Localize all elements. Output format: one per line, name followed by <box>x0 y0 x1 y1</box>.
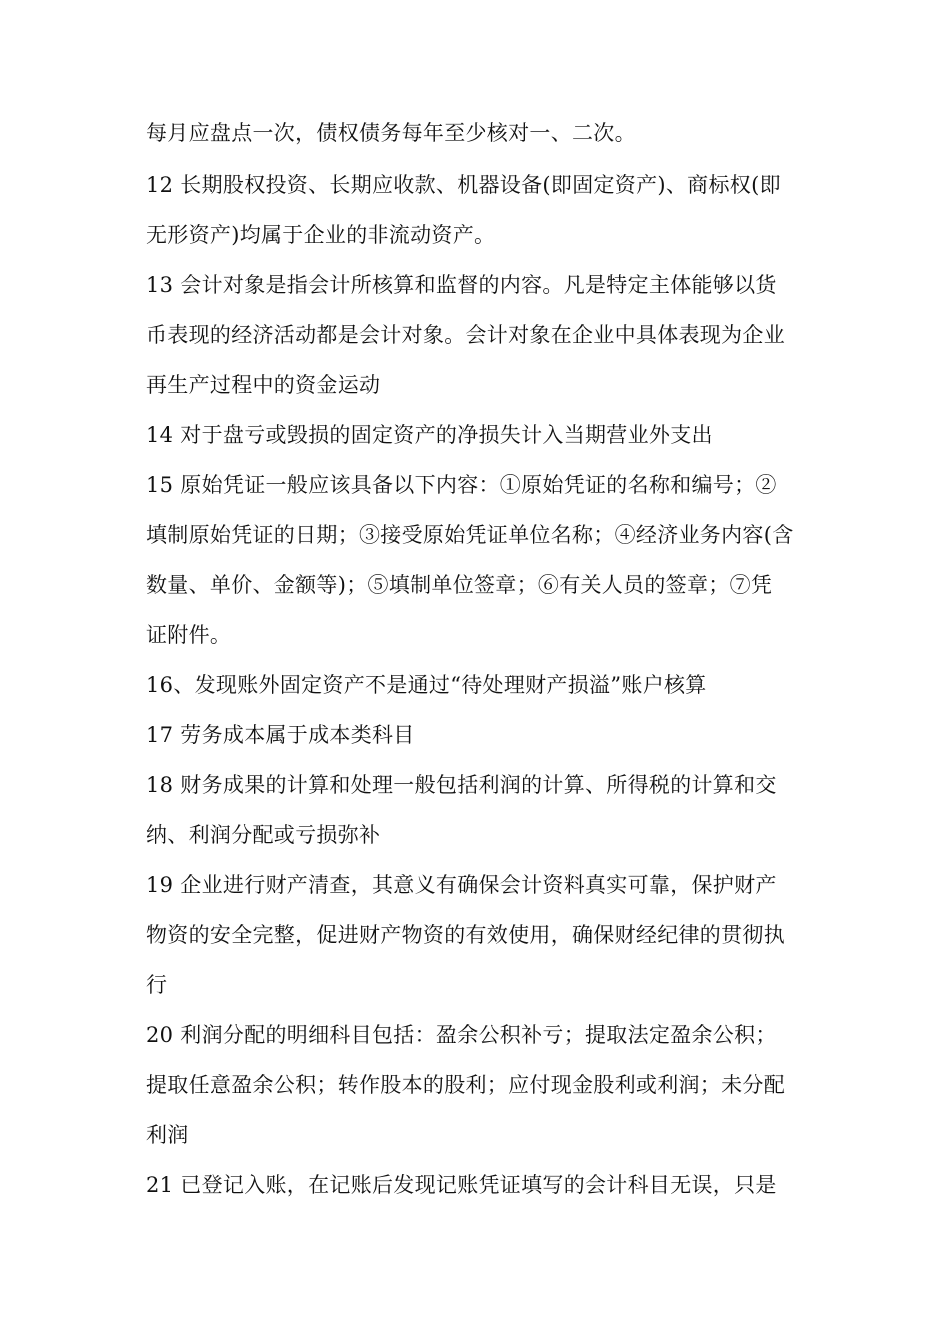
text-line: 纳、利润分配或亏损弥补 <box>146 823 381 847</box>
text-line: 21 已登记入账，在记账后发现记账凭证填写的会计科目无误，只是 <box>146 1173 777 1197</box>
text-line: 每月应盘点一次，债权债务每年至少核对一、二次。 <box>146 121 636 145</box>
text-line: 证附件。 <box>146 623 232 647</box>
text-line: 12 长期股权投资、长期应收款、机器设备(即固定资产)、商标权(即 <box>146 173 781 197</box>
text-line: 19 企业进行财产清查，其意义有确保会计资料真实可靠，保护财产 <box>146 873 777 897</box>
text-line: 数量、单价、金额等)；⑤填制单位签章；⑥有关人员的签章；⑦凭 <box>146 573 773 597</box>
text-line: 16、发现账外固定资产不是通过“待处理财产损溢”账户核算 <box>146 673 707 697</box>
text-line: 币表现的经济活动都是会计对象。会计对象在企业中具体表现为企业 <box>146 323 785 347</box>
text-line: 提取任意盈余公积；转作股本的股利；应付现金股利或利润；未分配 <box>146 1073 785 1097</box>
text-line: 行 <box>146 973 168 997</box>
text-line: 20 利润分配的明细科目包括：盈余公积补亏；提取法定盈余公积； <box>146 1023 777 1047</box>
text-line: 15 原始凭证一般应该具备以下内容：①原始凭证的名称和编号；② <box>146 473 777 497</box>
text-line: 填制原始凭证的日期；③接受原始凭证单位名称；④经济业务内容(含 <box>146 523 794 547</box>
text-line: 再生产过程中的资金运动 <box>146 373 381 397</box>
text-line: 17 劳务成本属于成本类科目 <box>146 723 415 747</box>
text-line: 14 对于盘亏或毁损的固定资产的净损失计入当期营业外支出 <box>146 423 713 447</box>
text-line: 利润 <box>146 1123 189 1147</box>
text-line: 13 会计对象是指会计所核算和监督的内容。凡是特定主体能够以货 <box>146 273 777 297</box>
text-line: 无形资产)均属于企业的非流动资产。 <box>146 223 496 247</box>
text-line: 18 财务成果的计算和处理一般包括利润的计算、所得税的计算和交 <box>146 773 777 797</box>
text-line: 物资的安全完整，促进财产物资的有效使用，确保财经纪律的贯彻执 <box>146 923 785 947</box>
